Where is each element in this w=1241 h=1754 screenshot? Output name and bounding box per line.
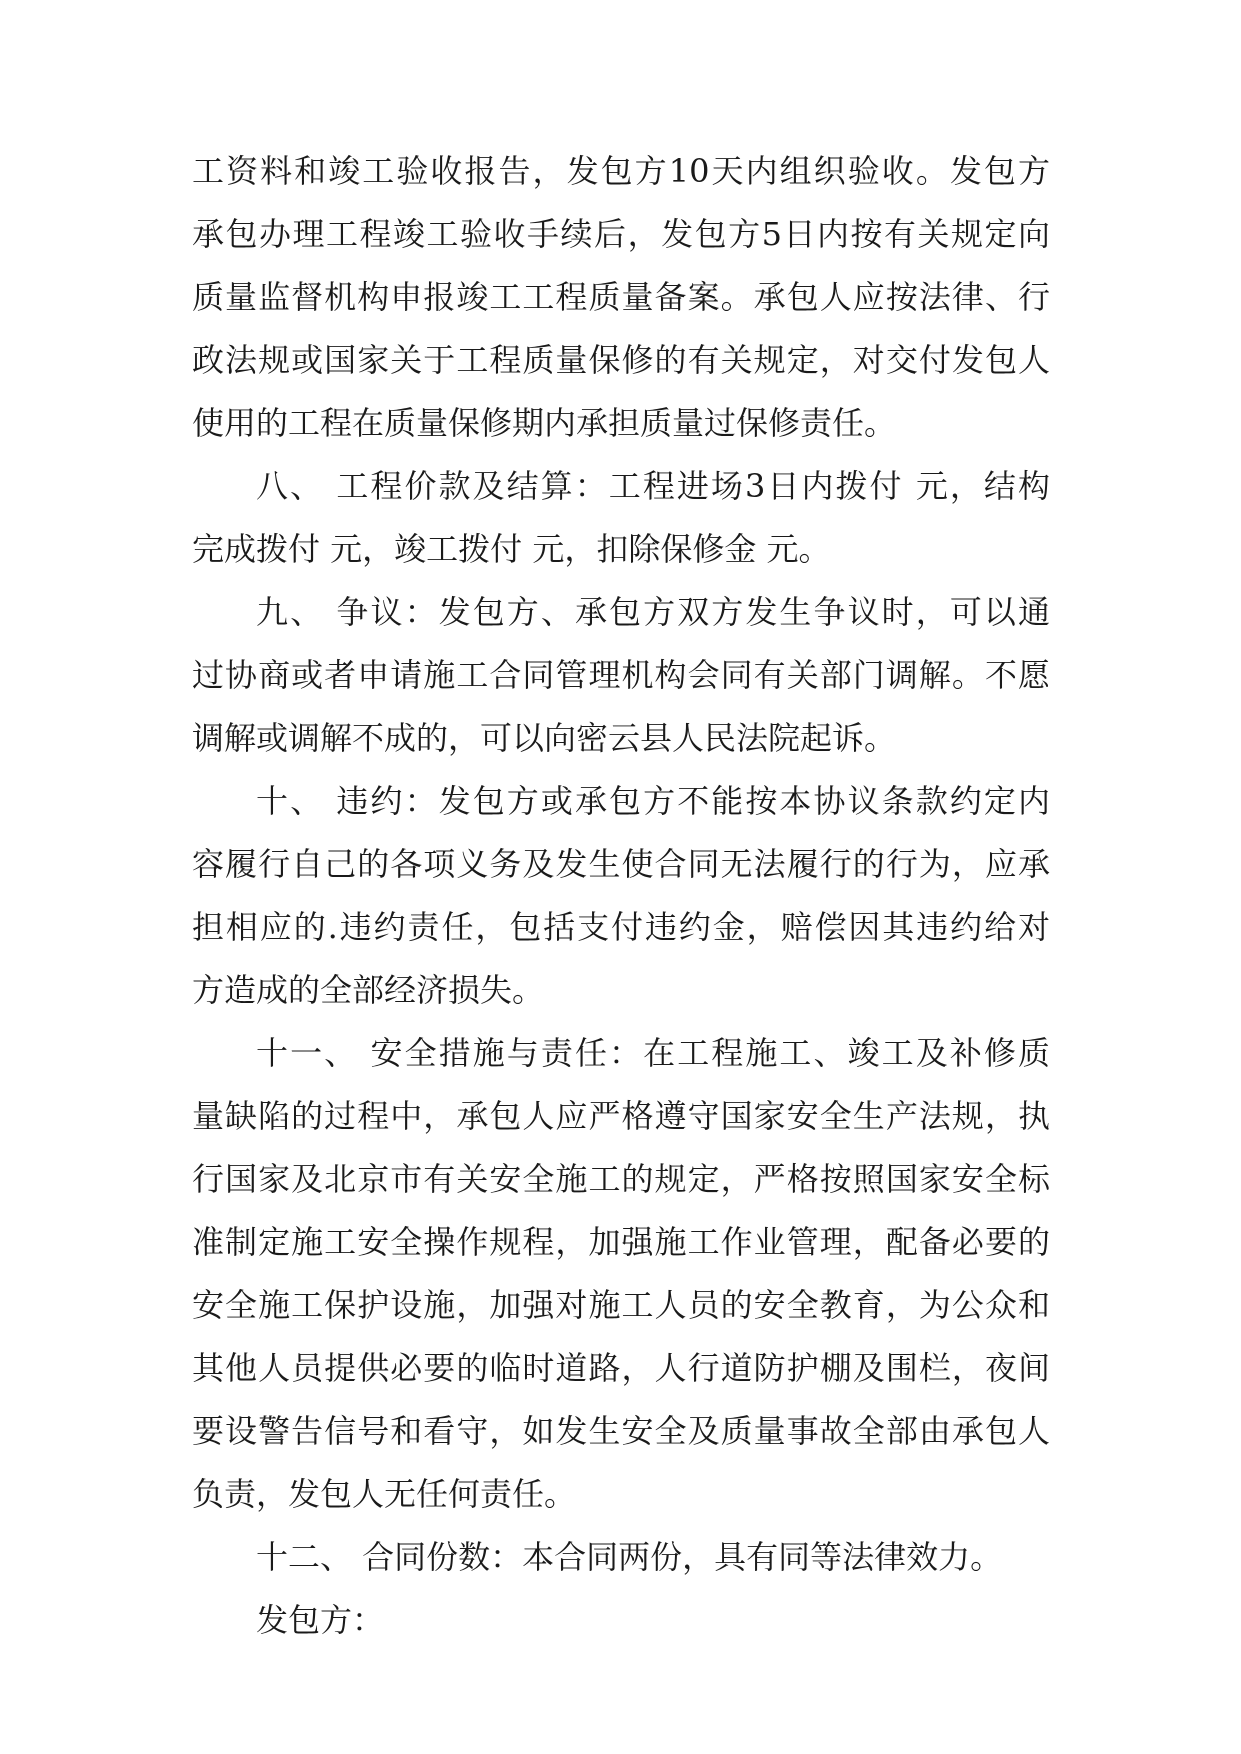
text-line: 工资料和竣工验收报告，发包方10天内组织验收。发包方	[192, 152, 1050, 190]
text-line: 调解或调解不成的，可以向密云县人民法院起诉。	[192, 719, 897, 757]
text-line: 要设警告信号和看守，如发生安全及质量事故全部由承包人	[192, 1412, 1050, 1450]
section-eight-heading-line: 八、 工程价款及结算：工程进场3日内拨付 元，结构	[256, 467, 1050, 505]
section-eleven-heading-line: 十一、 安全措施与责任：在工程施工、竣工及补修质	[256, 1034, 1050, 1072]
section-ten-heading-line: 十、 违约：发包方或承包方不能按本协议条款约定内	[256, 782, 1050, 820]
text-line: 负责，发包人无任何责任。	[192, 1475, 577, 1513]
text-line: 量缺陷的过程中，承包人应严格遵守国家安全生产法规，执	[192, 1097, 1050, 1135]
text-line: 过协商或者申请施工合同管理机构会同有关部门调解。不愿	[192, 656, 1050, 694]
text-line: 使用的工程在质量保修期内承担质量过保修责任。	[192, 404, 897, 442]
text-line: 方造成的全部经济损失。	[192, 971, 545, 1009]
signature-label-employer: 发包方：	[256, 1601, 385, 1639]
section-twelve-heading-line: 十二、 合同份数：本合同两份，具有同等法律效力。	[256, 1538, 1003, 1576]
text-line: 完成拨付 元，竣工拨付 元，扣除保修金 元。	[192, 530, 831, 568]
text-line: 担相应的.违约责任，包括支付违约金，赔偿因其违约给对	[192, 908, 1050, 946]
text-line: 安全施工保护设施，加强对施工人员的安全教育，为公众和	[192, 1286, 1050, 1324]
section-nine-heading-line: 九、 争议：发包方、承包方双方发生争议时，可以通	[256, 593, 1050, 631]
text-line: 准制定施工安全操作规程，加强施工作业管理，配备必要的	[192, 1223, 1050, 1261]
text-line: 质量监督机构申报竣工工程质量备案。承包人应按法律、行	[192, 278, 1050, 316]
text-line: 容履行自己的各项义务及发生使合同无法履行的行为，应承	[192, 845, 1050, 883]
text-line: 行国家及北京市有关安全施工的规定，严格按照国家安全标	[192, 1160, 1050, 1198]
text-line: 承包办理工程竣工验收手续后，发包方5日内按有关规定向	[192, 215, 1050, 253]
text-line: 政法规或国家关于工程质量保修的有关规定，对交付发包人	[192, 341, 1050, 379]
text-line: 其他人员提供必要的临时道路，人行道防护棚及围栏，夜间	[192, 1349, 1050, 1387]
